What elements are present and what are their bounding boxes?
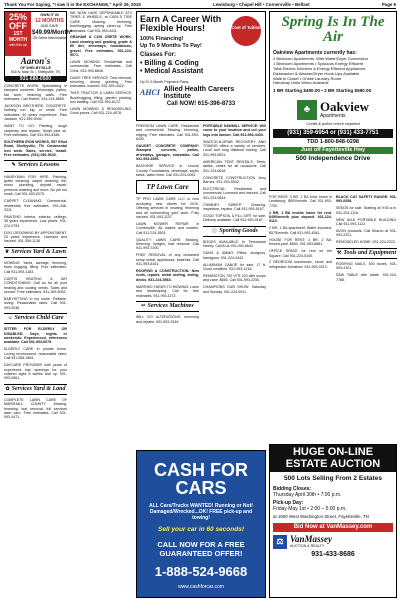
classified-ad: PORTABLE SAWMILL SERVICE: Will come to your location and cut your logs into lumber. Call 931-993-4433. [203,124,266,137]
auction-pickup-date: Friday May 1st • 2:00 – 5:00 p.m. [273,506,347,513]
classified-ad: GOOD TOPSOIL & FILL DIRT for sale. Delivery available. Call 931-993-0187. [203,213,266,223]
aarons-city: OF SHELBYVILLE [20,66,51,70]
classified-ad: LAWN MOWER REPAIR in Cornersville. All makes and models. Call 931-224-5501. [136,221,199,235]
auction-title: HUGE ON-LINE ESTATE AUCTION [270,445,396,472]
classified-column-4 [203,124,266,446]
careers-title: Earn A Career With Flexible Hours! [140,14,222,34]
child-icon: ☺ [7,316,13,321]
classified-ad: ELDERLY CARE in private home. Loving environment, reasonable rates. Call 931-556-3841. [4,347,67,361]
auction-brand: VanMassey [290,534,333,545]
aarons-brand: Aaron's [20,56,51,66]
oakview-logo-sub: Apartments [319,113,346,120]
aarons-own-sub: AND SAVE [40,23,59,28]
careers-financing: 100% Financing! [140,35,184,42]
oakview-logo: Oakview [319,99,370,115]
classified-column-3 [136,124,199,446]
careers-plan: Up To 9 Month Payment Plans [140,79,189,84]
classified-ad: BOOKS AVAILABLE: In Tennessee history. Call Al at 931-993-6643. [203,240,266,249]
auction-brand-sub: AUCTION & REALTY [290,544,325,549]
classified-ad: CONCRETE CONSTRUCTION Jerry Barnes. 931-993-5542. [203,175,266,184]
classified-ad: WANT TO DO: Painting, rough carpentry and repairs. Small jobs ok. Free estimates. Call 931-993-8186. [4,124,67,137]
auction-lots: 500 Lots Selling From 2 Estates [284,475,382,483]
amenity-item: Total Electric Kitchens & Energy Efficient Appliances [273,65,366,71]
aarons-price-sub: ON Select Merchandise [32,36,67,41]
aarons-price: $49.99/Month* [32,29,73,36]
classified-ad: WILL DO ALTERATIONS, hemming and repairs. 931-993-3349. [136,315,199,324]
oakview-tdd: TDD 1-800-848-0298 [307,139,359,146]
ahci-logo-icon: AHCI [140,88,161,98]
classified-ad: 2 BR, 1 BA mobile home for rent. $450/month plus deposit. 931-224-5110. [269,210,332,224]
classified-ad: GUNS & AMMO: Rifles, shotguns, handguns. 931-224-4442. [203,251,266,260]
amenity-item: 2 Bedroom Apartments. With Water/Dryer Connection [273,56,368,62]
classified-ad: AVON products: Call Sharon at 931-993-2201. [336,229,397,238]
credit-note: Credit & police check required [306,120,360,126]
cash-web: www.cashforcar.com [178,584,224,591]
category-heading: ⚾ Sporting Goods [203,226,266,237]
classified-ad: HANDYMAN FOR HIRE: Painting, gutter cleaning, carpet cleaning, tile, minor plumbing, drywall repair, pressure washing and more. No job too small. Call 931-993-0075. [4,174,67,197]
auction-phone: 931-433-8686 [311,551,355,559]
classified-ad: PAINTING: Interior, exterior, ceilings. 35 years experience. Low prices. 931-224-0793. [4,214,67,228]
classified-ad: NEW 8x16 PORTABLE BUILDING. Call 931-993-1122. [336,217,397,227]
classified-ad: BABYSITTING in my home. Reliable, loving. Reasonable rates. Call 931-993-0036. [4,296,67,310]
classified-ad: ROOFING & CONSTRUCTION: New roofs, repairs, metal roofing, siding, decks. 931-224-5563. [136,269,199,282]
aarons-own-months: 12 MONTHS [35,17,64,24]
classified-ad: SEEDS for sale. Starting at 9:00 a.m. 931-224-1116. [336,206,397,215]
amenity-item: Walk In Closet • Onsite Laundry Room [273,75,342,81]
careers-ad [136,11,266,121]
ball-icon: ⚾ [211,228,218,234]
aarons-ad [4,11,73,82]
oakview-phone: (931) 359-6954 or (931) 433-7751 [273,129,393,138]
classified-ad: MARRIED YARDS TO MOWING: Lawn and landscaping. Call for free estimates. 931-993-1172. [136,284,199,298]
classified-ad: JACKSON BROTHERS CONCRETE. Nothing too big or small. Free estimates. 40 years experience. Paul Jackson, 931-359-5009. [4,104,67,122]
classified-ad: BLACK CAT SAFETY RANGE: 931-993-0058. [336,195,397,204]
classified-ad: DOG GROOMING BY APPOINTMENT. 20 years experience. Licensed and insured. 931-359-1138. [4,230,67,244]
category-heading: ✂ Services Machines [136,301,199,312]
careers-school: Allied Health Careers Institute [163,86,235,101]
classified-ad: ALUMINUM CANOE for sale, 17 ft. Good condition. 931-993-1216. [203,262,266,272]
classified-ad: ELECTRICAL: Residential and commercial. Licensed and insured. Call 931-224-0844. [203,186,266,200]
classified-ad: QUALITY LAWN CARE: Mowing, trimming, hedges, leaf removal. Call 931-993-7200. [136,237,199,251]
gavel-icon: ⚖ [273,535,287,549]
header-page-number: Page 9 [381,2,396,7]
aarons-discount-sub: 1ST MONTH [8,31,28,44]
classified-ad: FREEDOM LAWN CARE. Residential and commercial. Mowing, trimming, edging. Free estimates. Call 931-993-8432. [136,124,199,142]
careers-class-2: • Medical Assistant [140,68,204,76]
classified-column-5 [269,195,332,440]
tree-icon: ♣ [297,100,317,120]
classified-ad: SITTER FOR ELDERLY OR DISABLED: Days, nights or weekends. Experienced, references available. Call 931-993-6675. [4,327,67,345]
cash-sub: ALL Cars/Trucks WANTED! Running or Not! Damaged/Wrecked...OK! FREE pick-up and towing! [149,503,253,522]
oakview-intro: Oakview Apartments currently has: [273,50,357,56]
mower-icon: ✿ [5,386,10,392]
estate-auction-ad [269,444,397,598]
aarons-discount-tag: with this ad [9,43,27,48]
sewing-icon: ✂ [141,303,146,309]
category-heading: ⚒ Tools and Equipment [336,248,397,259]
category-heading: ☺ Services Child Care [4,313,67,324]
cash-for-cars-ad [136,450,266,598]
category-heading: ✎ Services Lessons [4,160,67,171]
classified-ad: MOWING: Yards, acreage, trimming, bush hogging, tilling. Free estimates. Call 931-993-1183. [4,261,67,274]
classified-ad: CHAMPIONS GUN SHOW: Saturday and Sunday. 931-224-0911. [203,285,266,294]
aarons-address: 516 N. Main St. • Shelbyville, TN [11,70,60,75]
aarons-discount: 25% OFF [8,12,27,31]
cash-sub2: Sell your car in 60 seconds! [158,526,244,534]
classified-ad: TIM'S TRACTOR & LAWN SERVICE: Bushhogging, tilling, garden plowing, box blading. Call 931-993-8172. [70,91,132,105]
classified-ad: FREE REMOVAL of any unwanted scrap metal, appliances, batteries. Call 931-993-8161. [136,253,199,267]
classified-ad: DAVIS TREE SERVICE: Tree removal, trimming, stump grinding. Free estimates. Insured. 931-359-4422. [70,75,132,89]
classified-ad: GRAHAM & CON CRETE WORK. Land clearing and grading, grade & fill dirt, driveways, foundations, gravel. Free estimates. 931-224-9071. [70,35,132,57]
page-header [4,2,396,9]
auction-bid-label: Bidding Closes: [273,486,312,493]
auction-bid-date: Thursday April 30th • 7:00 p.m. [273,492,342,499]
rent-prices: 1 BR Starting $490.00 • 2 BR Starting $590.00 [273,88,372,94]
leaf-icon: ❦ [4,249,10,255]
careers-phone: Call NOW! 615-396-8733 [166,101,236,108]
classified-ad: LAWN MOWING & REMODELING. Good prices. Call 931-224-4578. [70,107,132,116]
cash-offer: CALL NOW FOR A FREE GUARANTEED OFFER! [157,540,245,559]
oakview-address: 500 Independence Drive [295,154,371,162]
classified-ad: FOR RENT: 3 BR, 2 BA brick home in Lewisburg. $900/month. Call 931-993-7700. [269,195,332,208]
classified-column-1 [4,84,67,598]
oakview-directions: Just off Fayetteville Hwy [273,147,393,154]
classified-ad: SAW TABLE with blade. 931-224-7788. [336,273,397,282]
careers-class-1: • Billing & Coding [140,59,199,67]
spring-title: Spring Is In The Air [281,14,385,45]
category-heading: ✿ Services Yard & Land [4,384,67,395]
classified-ad: 2 BR, 1 BA apartment. Water included. $575/month. Call 931-993-4541. [269,226,332,235]
amenity-item: 1 Bedroom Apartments • Spacious Energy Efficient [273,60,364,66]
amenity-item: Dishwasher & Washer/Dryer Hook-Ups Available [273,70,360,76]
classified-ad: GAUDET CONCRETE COMPANY: Stamped concrete, patios, driveways, garages, sidewalks. Call 931-993-4555. [136,144,199,162]
cash-phone: 1-888-524-9668 [154,564,248,580]
classified-ad: LAWN MOWING: Residential and commercial. Free estimates. Call Chris, 931-993-8845. [70,59,132,73]
wrench-icon: ⚒ [336,250,342,256]
classified-ad: DAYCARE PROVIDER with years of experience has openings for your children ages 6 weeks and up. 931-993-0061. [4,363,67,381]
tools-icon: ✎ [11,163,16,169]
header-towns: Lewisburg • Chapel Hill • Cornersville • Belfast [213,2,310,7]
classified-ad: OFFICE SPACE for rent on the Square. Call 931-224-5100. [269,249,332,258]
auction-pickup-label: Pick-up Day: [273,500,304,507]
classified-ad: AMERICAN TENT RENTALS: Tents, tables, chairs for all occasions. Call 931-224-6618. [203,159,266,173]
classified-ad: TP PRO LAWN CARE LLC is now accepting new clients for 2015. Offering services in mowing, trimming and all surrounding yard work. Fully insured. 931-993-1137. [136,197,199,219]
classified-ad: COMPLETE LAWN CARE OF MARSHALL COUNTY. Mowing, trimming, leaf removal, full services lawn care. Free estimates. Call 931-993-4471. [4,397,67,420]
amenity-list [273,57,393,86]
classified-ad: REMINGTON 700 VTR 223 with scope and case. $650. Call 931-993-2250. [203,274,266,283]
classified-ad: WE NOW HAVE DEPENDABLE ATV TIRES & WHEELS, at CARL'S TIRE CARE. Mowing, trimming, bushhogging, spring clean-up. Free estimates. Call 931-993-4411. [70,11,132,33]
careers-pay: Up To 9 Months To Pay! [140,42,202,49]
tuition-badge: Cost of Tuition [231,16,261,46]
auction-web: Bid Now at VanMassey.com [273,523,393,532]
classified-column-6 [336,195,397,440]
cash-title: CASH FOR CARS [154,460,248,498]
tp-lawn-care-logo: TP Lawn Care [136,180,199,195]
oakview-apartments-ad [269,11,397,191]
classified-ad: CURTIS HEATING & AIR CONDITIONING: Call us for all your heating and cooling needs. Sales and service. Free estimates. 931-359-5052. [4,276,67,294]
classified-ad: ROOFING NAILS, 500 boxes. 931-993-4101. [336,262,397,271]
auction-address: at 1600 West Washington Street, Fayetteville, TN [273,514,369,520]
careers-classes-label: Classes For: [140,52,177,59]
classified-ad: SOUTHERN IRON WORKS, 557 Elliot Road, Shelbyville, TN. Ornamental iron work. Sales, service, install. Free estimates. (931) 680-5640. [4,139,67,158]
classified-ad: HOUSE FOR RENT: 3 BR, 2 BA, fenced yard. $850. 931-993-8881. [269,237,332,247]
classified-column-2 [70,11,132,223]
header-tagline: Thank You For Saying, "I saw it in the EXCHANGE," April 29, 2015 [4,2,141,7]
amenity-item: Handicap Units When Available [273,80,329,86]
aarons-own-label: OWN IT IN [40,13,59,17]
classified-ad: SNATCH-N-GRAB RECOVERY AND TOWING offers a variety of services. Local and long distance towing. Call 931-993-6521. [203,139,266,157]
aarons-phone: 931-680-0500 [5,76,66,82]
classified-ad: CARPET CLEANING: Commercial, residential, free estimates. 931-446-3311. [4,199,67,212]
classified-ad: 2 BEDROOM townhouse, stove and refrigerator furnished. 931-993-0212. [269,260,332,269]
classified-ad: CHIMNEY SWEEP: Cleaning, inspection, repairs. Call 931-993-5167. [203,202,266,211]
classified-ad: REMODELED HOME: 931-224-2222. [336,240,396,245]
classified-ad: BACKHOE SERVICE in Lincoln County: Foundations, driveways, septic tanks, water lines. Call 931-224-0081. [136,164,199,177]
category-heading: ❦ Services Yard & Lawn [4,247,67,258]
classified-ad: CONCRETE WORK: Specializing in stamped concrete. Driveways, patios, flat work, retaining walls. Free estimates. Call Robert, 931-224-5855. [4,84,67,102]
